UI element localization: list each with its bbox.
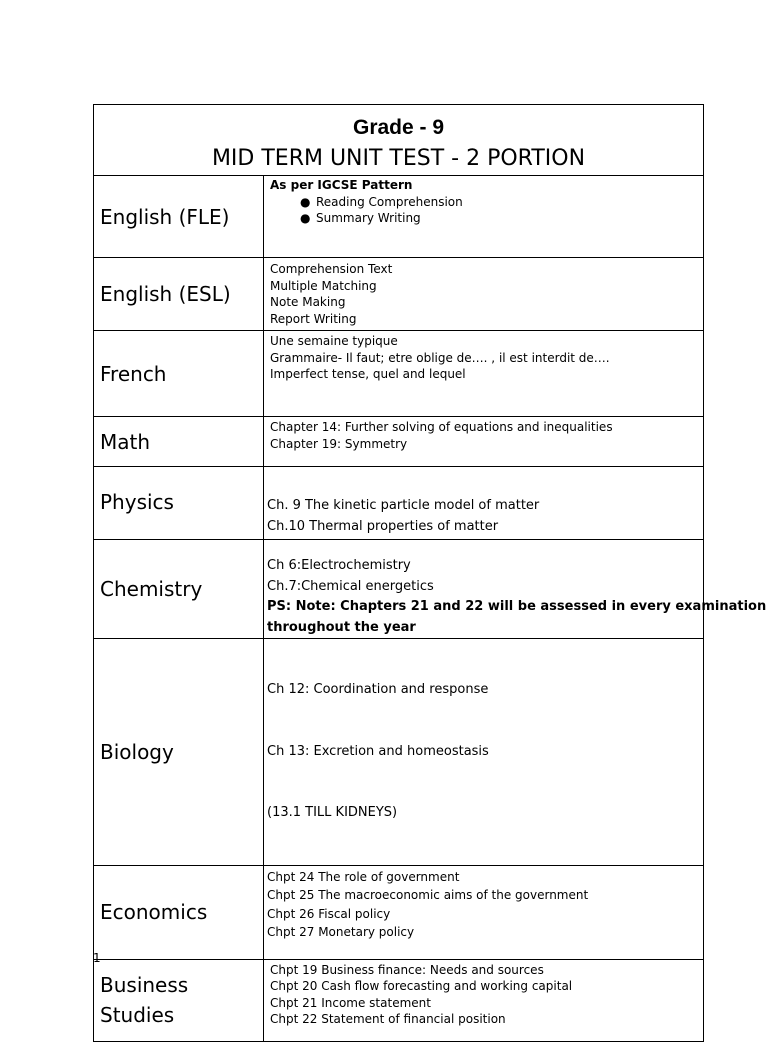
page-number: 1 [93, 951, 101, 965]
bullet-icon: ● [300, 211, 311, 225]
test-title: MID TERM UNIT TEST - 2 PORTION [211, 145, 586, 171]
subject-name: Physics [100, 490, 174, 514]
portion-cell [264, 639, 704, 866]
table-row [94, 331, 704, 417]
subject-name: Biology [100, 739, 174, 764]
subject-name: Studies [100, 1003, 175, 1027]
portion-cell [264, 865, 704, 959]
portion-line: Comprehension Text [270, 262, 393, 276]
subject-name: French [100, 361, 167, 386]
header-row [94, 105, 704, 176]
note-line: throughout the year [267, 619, 416, 635]
portion-line: Chapter 19: Symmetry [270, 436, 408, 451]
portion-line: Note Making [270, 295, 346, 309]
table-row [94, 865, 704, 959]
portion-line: Report Writing [270, 311, 357, 326]
subject-cell [94, 258, 264, 331]
portion-table [93, 104, 767, 1042]
portion-line: Ch.10 Thermal properties of matter [267, 518, 499, 534]
bullet-icon: ● [300, 194, 311, 209]
subject-cell [94, 331, 264, 417]
table-row [94, 959, 704, 1041]
table-row [94, 176, 704, 258]
portion-cell [264, 258, 704, 331]
subject-name: English (ESL) [100, 282, 231, 306]
portion-line: Chpt 26 Fiscal policy [267, 906, 391, 921]
portion-line: Chpt 21 Income statement [270, 995, 431, 1010]
subject-cell [94, 417, 264, 467]
subject-name: Math [100, 429, 151, 454]
table-row [94, 467, 704, 540]
table-row [94, 540, 704, 639]
bullet-text: Summary Writing [316, 211, 421, 225]
list-item [300, 210, 703, 227]
portion-cell [264, 417, 704, 467]
portion-line: Chapter 14: Further solving of equations and inequalities [270, 420, 613, 434]
subject-name: English (FLE) [100, 204, 230, 229]
portion-line: Ch. 9 The kinetic particle model of matter [267, 498, 540, 513]
portion-line: Grammaire- Il faut; etre oblige de…. , il est interdit de…. [270, 350, 610, 365]
portion-line: Chpt 25 The macroeconomic aims of the government [267, 888, 589, 902]
subject-cell [94, 176, 264, 258]
grade-heading: Grade - 9 [352, 115, 445, 139]
portion-sheet [93, 104, 767, 1042]
portion-line: Chpt 20 Cash flow forecasting and working capital [270, 979, 573, 993]
portion-line: Imperfect tense, quel and lequel [270, 367, 466, 381]
portion-line: Ch 12: Coordination and response [267, 682, 489, 697]
portion-cell [264, 959, 704, 1041]
portion-line: Une semaine typique [270, 334, 398, 348]
portion-line: Chpt 27 Monetary policy [267, 925, 415, 939]
portion-line: Chpt 19 Business finance: Needs and sources [270, 962, 544, 977]
header-cell [94, 105, 704, 176]
portion-cell [264, 467, 704, 540]
subject-name: Chemistry [100, 577, 203, 601]
subject-name: Business [100, 973, 189, 997]
portion-line: Ch 6:Electrochemistry [267, 558, 411, 573]
subject-cell [94, 467, 264, 540]
bullet-text: Reading Comprehension [316, 194, 463, 209]
subject-cell [94, 959, 264, 1041]
portion-line: (13.1 TILL KIDNEYS) [267, 805, 398, 820]
portion-line: As per IGCSE Pattern [270, 178, 413, 192]
subject-name: Economics [100, 900, 208, 924]
portion-line: Ch.7:Chemical energetics [267, 578, 434, 594]
list-item [300, 194, 703, 211]
portion-cell [264, 540, 767, 639]
note-line: PS: Note: Chapters 21 and 22 will be assessed in every examination [267, 599, 767, 614]
table-row [94, 417, 704, 467]
subject-cell [94, 639, 264, 866]
portion-line: Chpt 24 The role of government [267, 869, 460, 884]
subject-cell [94, 865, 264, 959]
portion-line: Chpt 22 Statement of financial position [270, 1012, 506, 1026]
subject-cell [94, 540, 264, 639]
portion-cell [264, 176, 704, 258]
portion-cell [264, 331, 704, 417]
table-row [94, 258, 704, 331]
portion-line: Multiple Matching [270, 278, 377, 293]
bullet-list [270, 194, 703, 227]
table-row [94, 639, 704, 866]
portion-line: Ch 13: Excretion and homeostasis [267, 743, 489, 759]
